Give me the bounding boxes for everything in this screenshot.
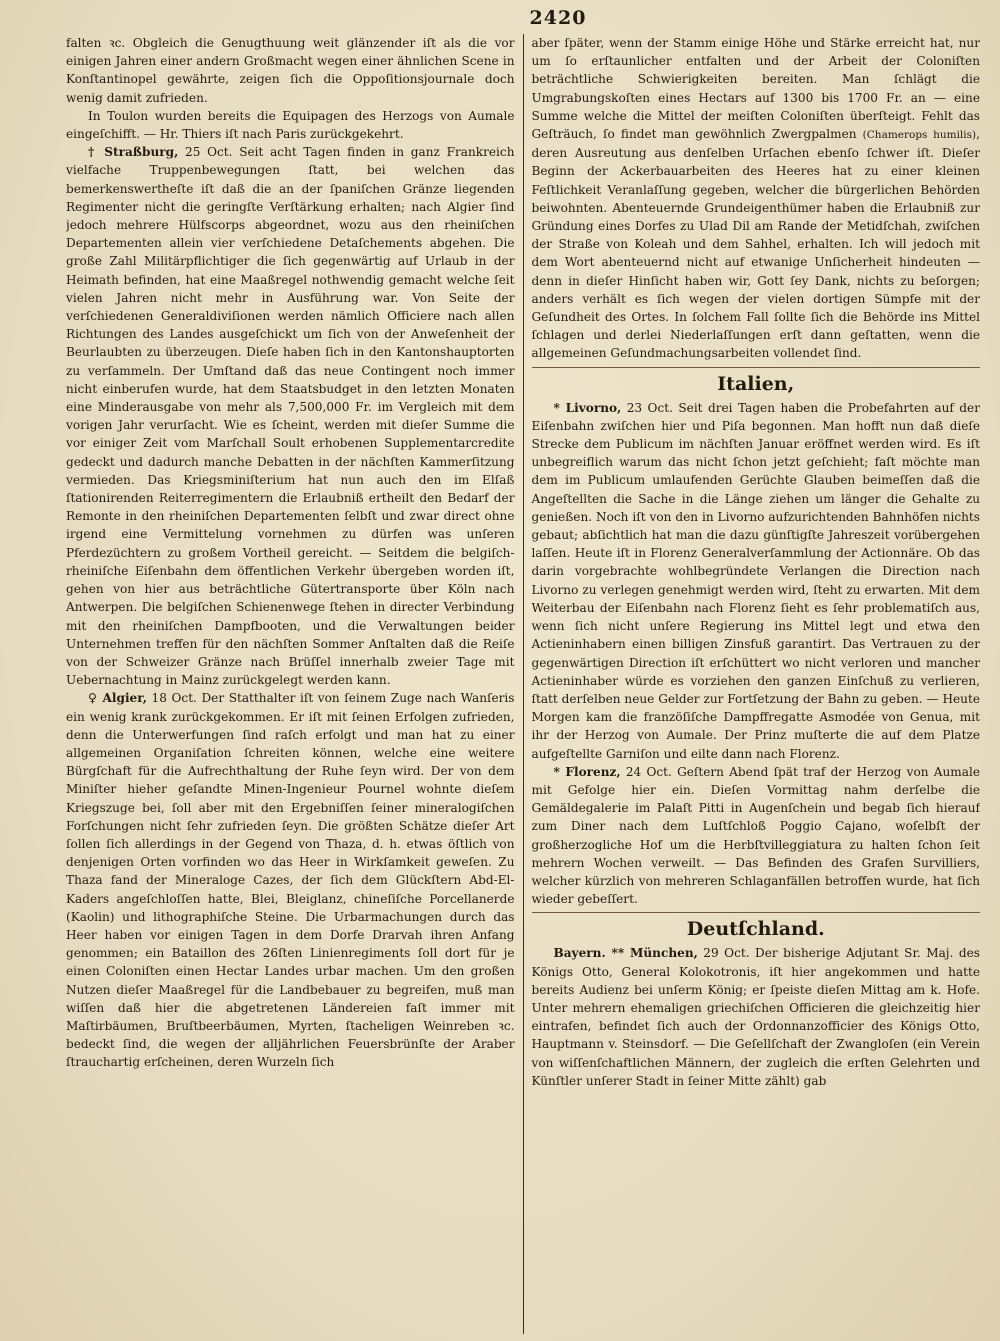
body-livorno: Seit drei Tagen haben die Probefahrten auf der Eiſenbahn zwiſchen hier und Piſa begonnen. Man hofft nun daß dieſe Strecke dem Publicum im nächſten Januar eröffnet werden wird. Es iſt unbegreiflich warum das nicht ſchon jetzt geſchieht; faſt möchte man dem im Publicum umlaufenden Gerüchte Glauben beimeſſen daß die Angeſtellten die Sache in die Länge ziehen um länger die Gehalte zu genießen. Noch iſt von den in Livorno aufzurichtenden Bahnhöfen nichts gebaut; abſichtlich hat man die dazu günſtigſte Jahreszeit vorübergehen laſſen. Heute iſt in Florenz Generalverſammlung der Actionnäre. Ob das darin vorgebrachte wohlbegründete Verlangen die Direction nach Livorno zu verlegen genehmigt werden wird, ſteht zu erwarten. Mit dem Weiterbau der Eiſenbahn nach Florenz ſieht es ſehr problematiſch aus, wenn ſich nicht unſere Regierung ins Mittel legt und etwa den Actieninhabern einen billigen Zinsfuß garantirt. Das Vertrauen zu der gegenwärtigen Direction iſt erſchüttert wo nicht verloren und mancher Actieninhaber würde es vorziehen den ganzen Einſchuß zu verlieren, ſtatt derſelben neue Gelder zur Fortſetzung der Bahn zu geben. — Heute Morgen kam die franzöſiſche Dampffregatte Asmodée von Genua, mit ihr der Herzog von Aumale. Der Prinz muſterte die auf dem Platze aufgeſtellte Garniſon und eilte dann nach Florenz. [531,400,980,761]
date-muenchen: 29 Oct. [697,946,756,961]
dateline-algier: ♀ Algier, [88,691,147,706]
body-algier-cont-a: aber ſpäter, wenn der Stamm einige Höhe und Stärke erreicht hat, nur um ſo erſtaunlicher entfalten und der Arbeit der Coloniſten beträchtliche Schwierigkeiten bereiten. Man ſchlägt die Umgrabungskoſten eines Hectars auf 1300 bis 1700 Fr. an — eine Summe welche die Mittel der meiſten Coloniſten überſteigt. Fehlt das Geſträuch, ſo findet man gewöhnlich Zwergpalmen [531,36,980,142]
section-divider [532,367,981,368]
article-muenchen [532,944,981,1090]
article-strassburg [66,143,515,689]
latin-plant-name: (Chamerops humilis) [862,129,977,142]
body-strassburg: Seit acht Tagen finden in ganz Frankreich vielfache Truppenbewegungen ſtatt, bei welchen das bemerkenswertheſte iſt daß die an der ſpaniſchen Gränze liegenden Regimenter nicht die geringſte Verſtärkung erhalten; nach Algier ſind jedoch mehrere Hülfscorps abgeordnet, wozu aus den rheiniſchen Departementen allein vier verſchiedene Detaſchements abgehen. Die große Zahl Militärpflichtiger die ſich gegenwärtig auf Urlaub in der Heimath befinden, hat eine Maaßregel nothwendig gemacht welche ſeit vielen Jahren nicht mehr in Ausführung war. Von Seite der verſchiedenen Generaldiviſionen werden nämlich Officiere nach allen Richtungen des Landes ausgeſchickt um ſich von der Anweſenheit der Beurlaubten zu überzeugen. Dieſe haben ſich in den Kantonshauptorten zu verſammeln. Der Umſtand daß das neue Contingent noch immer nicht einberufen wurde, hat dem Staatsbudget in den letzten Monaten eine Minderausgabe von mehr als 7,500,000 Fr. im Vergleich mit dem vorigen Jahr verurſacht. Wie es ſcheint, werden mit dieſer Summe die vor einiger Zeit vom Marſchall Soult erhobenen Supplementarcredite gedeckt und dadurch manche Debatten in der nächſten Kammerſitzung vermieden. Das Kriegsminiſterium hat nun auch den im Elſaß ſtationirenden Reiterregimentern die Erlaubniß ertheilt den Bedarf der Remonte in den rheiniſchen Departementen ſelbſt und zwar direct ohne irgend eine Vermittelung vornehmen zu dürfen was unſeren Pferdezüchtern zu großem Vortheil gereicht. — Seitdem die belgiſch-rheiniſche Eiſenbahn dem öffentlichen Verkehr übergeben worden iſt, gehen von hier aus beträchtliche Gütertransporte über Köln nach Antwerpen. Die belgiſchen Schienenwege ſtehen in directer Verbindung mit den rheiniſchen Dampfbooten, und die Verwaltungen beider Unternehmen treffen für den nächſten Sommer Anſtalten daß die Reiſe von der Schweizer Gränze nach Brüſſel innerhalb zweier Tage mit Uebernachtung in Mainz zurückgelegt werden kann. [66,145,515,688]
article-algier [66,689,515,1071]
body-muenchen: Der bisherige Adjutant Sr. Maj. des Königs Otto, General Kolokotronis, iſt hier angekommen und hatte bereits Audienz bei unſerm König; er ſpeiste dieſen Mittag am k. Hofe. Unter mehrern ehemaligen griechiſchen Officieren die gleichzeitig hier eintrafen, befindet ſich auch der Ordonnanzofficier des Königs Otto, Hauptmann v. Steinsdorf. — Die Geſellſchaft der Zwangloſen (ein Verein von wiſſenſchaftlichen Männern, der zugleich die erſten Gelehrten und Künſtler unſerer Stadt in ſeiner Mitte zählt) gab [531,946,980,1088]
toulon-paragraph: In Toulon wurden bereits die Equipagen des Herzogs von Aumale eingeſchifft. — Hr. Thiers iſt nach Paris zurückgekehrt. [66,108,515,142]
left-column [66,34,524,1334]
page-number: 2420 [529,7,587,29]
article-florenz [532,763,981,909]
date-strassburg: 25 Oct. [178,145,240,160]
article-continuation: falten ꝛc. Obgleich die Genugthuung weit glänzender iſt als die vor einigen Jahren einer andern Großmacht wegen einer ähnlichen Scene in Konſtantinopel gewährte, zeigen ſich die Oppoſitionsjournale doch wenig damit zufrieden. [66,36,515,105]
date-florenz: 24 Oct. [620,764,678,779]
article-algier-continuation [532,34,981,363]
body-florenz: Geſtern Abend ſpät traf der Herzog von Aumale mit Gefolge hier ein. Dieſen Vormittag nahm derſelbe die Gemäldegalerie im Palaſt Pitti in Augenſchein und begab ſich hierauf zum Diner nach dem Luſtſchloß Poggio Cajano, woſelbſt der großherzogliche Hof um die Herbſtvilleggiatura zu halten ſchon ſeit mehrern Wochen verweilt. — Das Befinden des Grafen Survilliers, welcher kürzlich von mehreren Schlaganfällen betroffen wurde, hat ſich wieder gebeſſert. [531,764,980,907]
article-livorno [532,399,981,763]
section-divider [532,912,981,913]
date-algier: 18 Oct. [146,691,202,706]
body-algier: Der Statthalter iſt von ſeinem Zuge nach Wanſeris ein wenig krank zurückgekommen. Er iſt mit ſeinen Erfolgen zufrieden, denn die Unterwerfungen ſind raſch erfolgt und man hat zu einer allgemeinen Organiſation ſchreiten können, welche eine weitere Bürgſchaft für die Aufrechthaltung der Ruhe ſeyn wird. Der von dem Miniſter hieher geſandte Minen-Ingenieur Pournel wohnte dieſem Kriegszuge bei, ſoll aber mit den Ergebniſſen ſeiner mineralogiſchen Forſchungen nicht ſehr zufrieden ſeyn. Die größten Schätze dieſer Art ſollen ſich allerdings in der Gegend von Thaza, d. h. etwas öſtlich von denjenigen Orten vorfinden wo das Heer in Wirkſamkeit geweſen. Zu Thaza fand der Mineraloge Cazes, der ſich dem Glückſtern Abd-El-Kaders angeſchloſſen hatte, Blei, Bleiglanz, chineſiſche Porcellanerde (Kaolin) und lithographiſche Steine. Die Urbarmachungen durch das Heer haben vor einigen Tagen in dem Dorfe Drarvah ihren Anfang genommen; ein Bataillon des 26ſten Linienregiments ſoll dort für je einen Coloniſten einen Hectar Landes urbar machen. Um den großen Nutzen dieſer Maaßregel für die Landbebauer zu begreifen, muß man wiſſen daß hier die abgetretenen Ländereien faſt immer mit Maſtirbäumen, Bruſtbeerbäumen, Myrten, ſtacheligen Weinreben ꝛc. bedeckt ſind, die wegen der alljährlichen Feuersbrünſte der Araber ſtrauchartig erſcheinen, deren Wurzeln ſich [66,691,515,1070]
date-livorno: 23 Oct. [621,400,679,415]
region-label-bayern: Bayern. [553,946,606,961]
right-column [524,34,981,1334]
dateline-livorno: * Livorno, [553,400,622,415]
dateline-strassburg: † Straßburg, [88,145,179,160]
body-algier-cont-b: , deren Ausreutung aus denſelben Urſachen ebenſo ſchwer iſt. Dieſer Beginn der Ackerbauarbeiten des Heeres hat zu einer kleinen Feſtlichkeit Veranlaſſung gegeben, welcher die bürgerlichen Behörden beiwohnten. Abenteuernde Grundeigenthümer haben die Erlaubniß zur Gründung eines Dorfes zu Ulad Dil am Rande der Metidſchah, zwiſchen der Straße von Koleah und dem Sahhel, erhalten. Ich will jedoch mit dem Wort abenteuernd nicht auf etwanige Unſicherheit hindeuten — denn in dieſer Hinſicht haben wir, Gott ſey Dank, nichts zu beſorgen; anders verhält es ſich wegen der vielen dortigen Sümpfe mit der Geſundheit des Ortes. In ſolchem Fall ſollte ſich die Behörde ins Mittel ſchlagen und derlei Niederlaſſungen erſt dann geſtatten, wenn die allgemeinen Geſundmachungsarbeiten vollendet ſind. [531,127,980,361]
text-columns [66,34,980,1334]
dateline-florenz: * Florenz, [553,764,621,779]
dateline-muenchen: ** München, [605,946,698,961]
section-heading-deutschland: Deutſchland. [686,918,825,941]
section-heading-italien: Italien, [717,372,795,395]
